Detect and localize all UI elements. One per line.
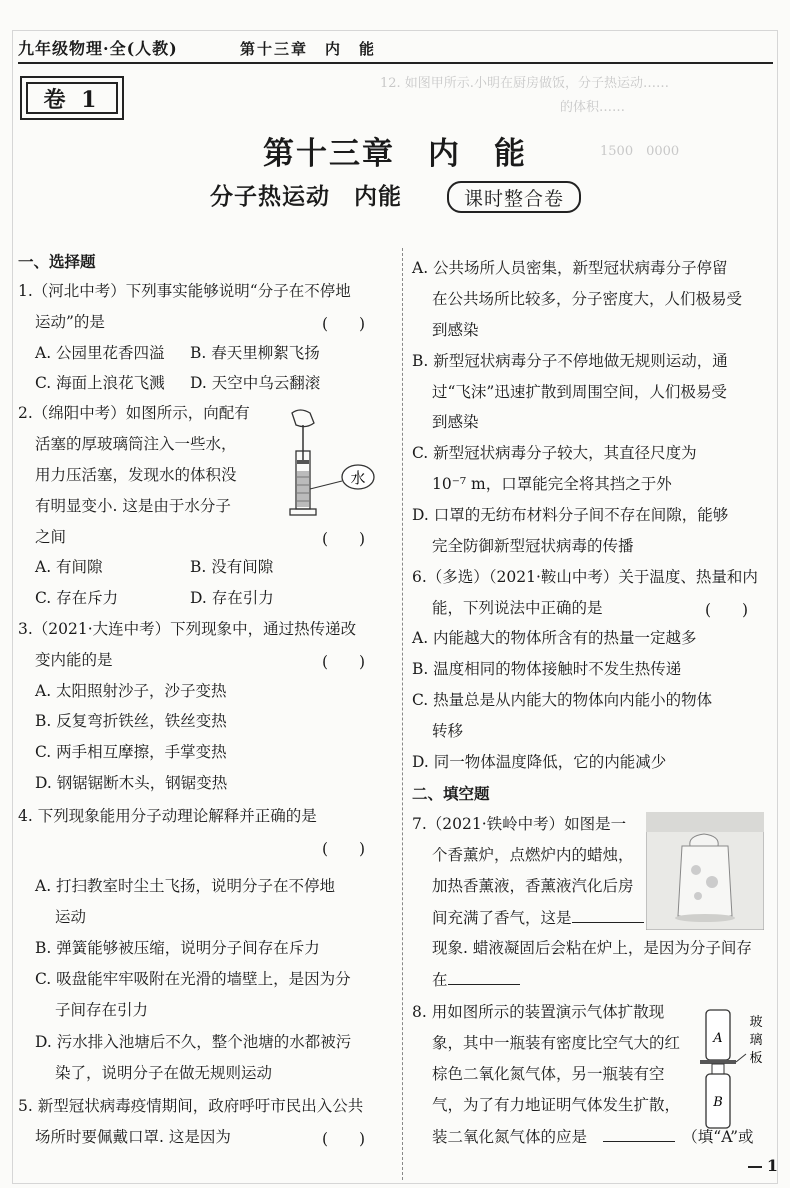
q5-option-b-line1: B. 新型冠状病毒分子不停地做无规则运动，通	[412, 352, 728, 370]
q5-option-a-line3: 到感染	[432, 321, 479, 339]
q8-stem-line5-tail: （填“A”或	[690, 1128, 754, 1146]
q5-stem-line2: 场所时要佩戴口罩. 这是因为	[35, 1128, 231, 1146]
q4-option-d-line1: D. 污水排入池塘后不久，整个池塘的水都被污	[35, 1033, 352, 1051]
q3-option-c: C. 两手相互摩擦，手掌变热	[35, 743, 227, 761]
q6-answer-paren: ( )	[705, 601, 749, 619]
column-divider	[402, 248, 403, 1180]
section-heading-fill: 二、填空题	[412, 785, 490, 803]
q7-stem-line4	[432, 907, 644, 928]
piston-cylinder-figure	[270, 405, 385, 523]
q7-blank-2[interactable]	[448, 969, 520, 985]
q3-stem-line2: 变内能的是	[35, 651, 113, 669]
q1-stem-line2: 运动”的是	[35, 313, 105, 331]
glass-plate-label-2: 璃	[749, 1033, 763, 1048]
water-label: 水	[350, 469, 366, 487]
bottle-b-label: B	[713, 1095, 723, 1110]
bleed-through-text: 的体积……	[560, 100, 626, 115]
q7-stem-line5: 现象. 蜡液凝固后会粘在炉上，是因为分子间存	[432, 939, 752, 957]
q6-option-a: A. 内能越大的物体所含有的热量一定越多	[412, 629, 697, 647]
q1-option-b: B. 春天里柳絮飞扬	[190, 344, 320, 362]
glass-plate	[700, 1060, 736, 1064]
q6-option-c-line2: 转移	[432, 722, 464, 740]
q5-option-c-line2: 10⁻⁷ m，口罩能完全将其挡之于外	[432, 475, 672, 493]
q3-answer-paren: ( )	[322, 653, 366, 671]
q5-answer-paren: ( )	[322, 1130, 366, 1148]
page-number-dash	[748, 1166, 762, 1168]
book-title: 九年级物理·全(人教)	[18, 39, 178, 58]
q3-option-d: D. 钢锯锯断木头，钢锯变热	[35, 774, 228, 792]
q6-stem-line1: 6.（多选）（2021·鞍山中考）关于温度、热量和内	[412, 568, 758, 586]
q1-answer-paren: ( )	[322, 315, 366, 333]
q7-stem-line4-text: 间充满了香气，这是	[432, 909, 572, 927]
bottle-a-label: A	[713, 1031, 723, 1046]
glass-plate-label-3: 板	[749, 1051, 763, 1066]
q3-option-b: B. 反复弯折铁丝，铁丝变热	[35, 712, 227, 730]
glass-plate-label-1: 玻	[749, 1015, 763, 1030]
q2-option-b: B. 没有间隙	[190, 558, 274, 576]
paper-badge-label: 卷 1	[26, 82, 118, 114]
q7-stem-line6-text: 在	[432, 971, 448, 989]
running-chapter: 第十三章 内 能	[240, 40, 377, 58]
q2-option-a: A. 有间隙	[35, 558, 103, 576]
q6-option-b: B. 温度相同的物体接触时不发生热传递	[412, 660, 682, 678]
q8-stem-line2: 象，其中一瓶装有密度比空气大的红	[432, 1034, 681, 1052]
aroma-burner-photo	[646, 812, 764, 930]
q4-option-d-line2: 染了，说明分子在做无规则运动	[55, 1064, 273, 1082]
q1-option-a: A. 公园里花香四溢	[35, 344, 165, 362]
q7-stem-line2: 个香薰炉，点燃炉内的蜡烛，	[432, 846, 634, 864]
q1-option-c: C. 海面上浪花飞溅	[35, 374, 165, 392]
q1-option-d: D. 天空中乌云翻滚	[190, 374, 321, 392]
section-heading-choice: 一、选择题	[18, 253, 96, 271]
paper-badge	[20, 76, 124, 120]
q8-stem-line4: 气，为了有力地证明气体发生扩散，	[432, 1096, 681, 1114]
q5-option-d-line1: D. 口罩的无纺布材料分子间不存在间隙，能够	[412, 506, 729, 524]
q6-stem-line2: 能，下列说法中正确的是	[432, 599, 603, 617]
paper-type-tag: 课时整合卷	[447, 181, 581, 213]
gas-diffusion-figure	[692, 1008, 772, 1130]
q2-stem-line2: 活塞的厚玻璃筒注入一些水，	[35, 435, 237, 453]
q8-stem-line5-text: 装二氧化氮气体的应是	[432, 1128, 588, 1146]
q1-stem-line1: 1.（河北中考）下列事实能够说明“分子在不停地	[18, 282, 351, 300]
q4-option-b: B. 弹簧能够被压缩，说明分子间存在斥力	[35, 939, 320, 957]
page-number: 1	[766, 1156, 778, 1175]
q6-option-d: D. 同一物体温度降低，它的内能减少	[412, 753, 667, 771]
q7-stem-line1: 7.（2021·铁岭中考）如图是一	[412, 815, 627, 833]
burner-body	[678, 846, 732, 916]
q4-option-a-line2: 运动	[55, 908, 87, 926]
q5-stem-line1: 5. 新型冠状病毒疫情期间，政府呼吁市民出入公共	[18, 1097, 364, 1115]
q7-stem-line3: 加热香薰液，香薰液汽化后房	[432, 877, 634, 895]
header-rule	[18, 62, 773, 64]
q8-stem-line1: 8. 用如图所示的装置演示气体扩散现	[412, 1003, 665, 1021]
q3-stem-line1: 3.（2021·大连中考）下列现象中，通过热传递改	[18, 620, 357, 638]
q7-blank-1[interactable]	[572, 907, 644, 923]
q6-option-c-line1: C. 热量总是从内能大的物体向内能小的物体	[412, 691, 713, 709]
bleed-through-text: 12. 如图甲所示.小明在厨房做饭，分子热运动……	[380, 76, 669, 91]
q5-option-c-line1: C. 新型冠状病毒分子较大，其直径尺度为	[412, 444, 697, 462]
hand-drawing	[292, 410, 314, 427]
q2-stem-line1: 2.（绵阳中考）如图所示，向配有	[18, 404, 250, 422]
bleed-through-text: 1500 0000	[600, 144, 680, 159]
q4-answer-paren: ( )	[322, 840, 366, 858]
q2-option-c: C. 存在斥力	[35, 589, 119, 607]
lesson-title: 分子热运动 内能	[210, 184, 402, 210]
q5-option-a-line1: A. 公共场所人员密集，新型冠状病毒分子停留	[412, 259, 728, 277]
q5-option-b-line2: 过“飞沫”迅速扩散到周围空间，人们极易受	[432, 383, 727, 401]
q2-answer-paren: ( )	[322, 530, 366, 548]
q3-option-a: A. 太阳照射沙子，沙子变热	[35, 682, 227, 700]
q2-stem-line3: 用力压活塞，发现水的体积没	[35, 466, 237, 484]
q5-option-a-line2: 在公共场所比较多，分子密度大，人们极易受	[432, 290, 743, 308]
q8-blank[interactable]	[603, 1126, 675, 1142]
q2-stem-line4: 有明显变小. 这是由于水分子	[35, 497, 231, 515]
q2-stem-line5: 之间	[35, 528, 67, 546]
chapter-title: 第十三章 内 能	[263, 136, 527, 172]
q4-option-c-line1: C. 吸盘能牢牢吸附在光滑的墙壁上，是因为分	[35, 970, 351, 988]
q7-stem-line6	[432, 969, 520, 990]
q5-option-d-line2: 完全防御新型冠状病毒的传播	[432, 537, 634, 555]
q2-option-d: D. 存在引力	[190, 589, 274, 607]
q4-option-a-line1: A. 打扫教室时尘土飞扬，说明分子在不停地	[35, 877, 336, 895]
q5-option-b-line3: 到感染	[432, 413, 479, 431]
q4-stem: 4. 下列现象能用分子动理论解释并正确的是	[18, 807, 317, 825]
q4-option-c-line2: 子间存在引力	[55, 1001, 149, 1019]
q8-stem-line3: 棕色二氧化氮气体，另一瓶装有空	[432, 1065, 665, 1083]
